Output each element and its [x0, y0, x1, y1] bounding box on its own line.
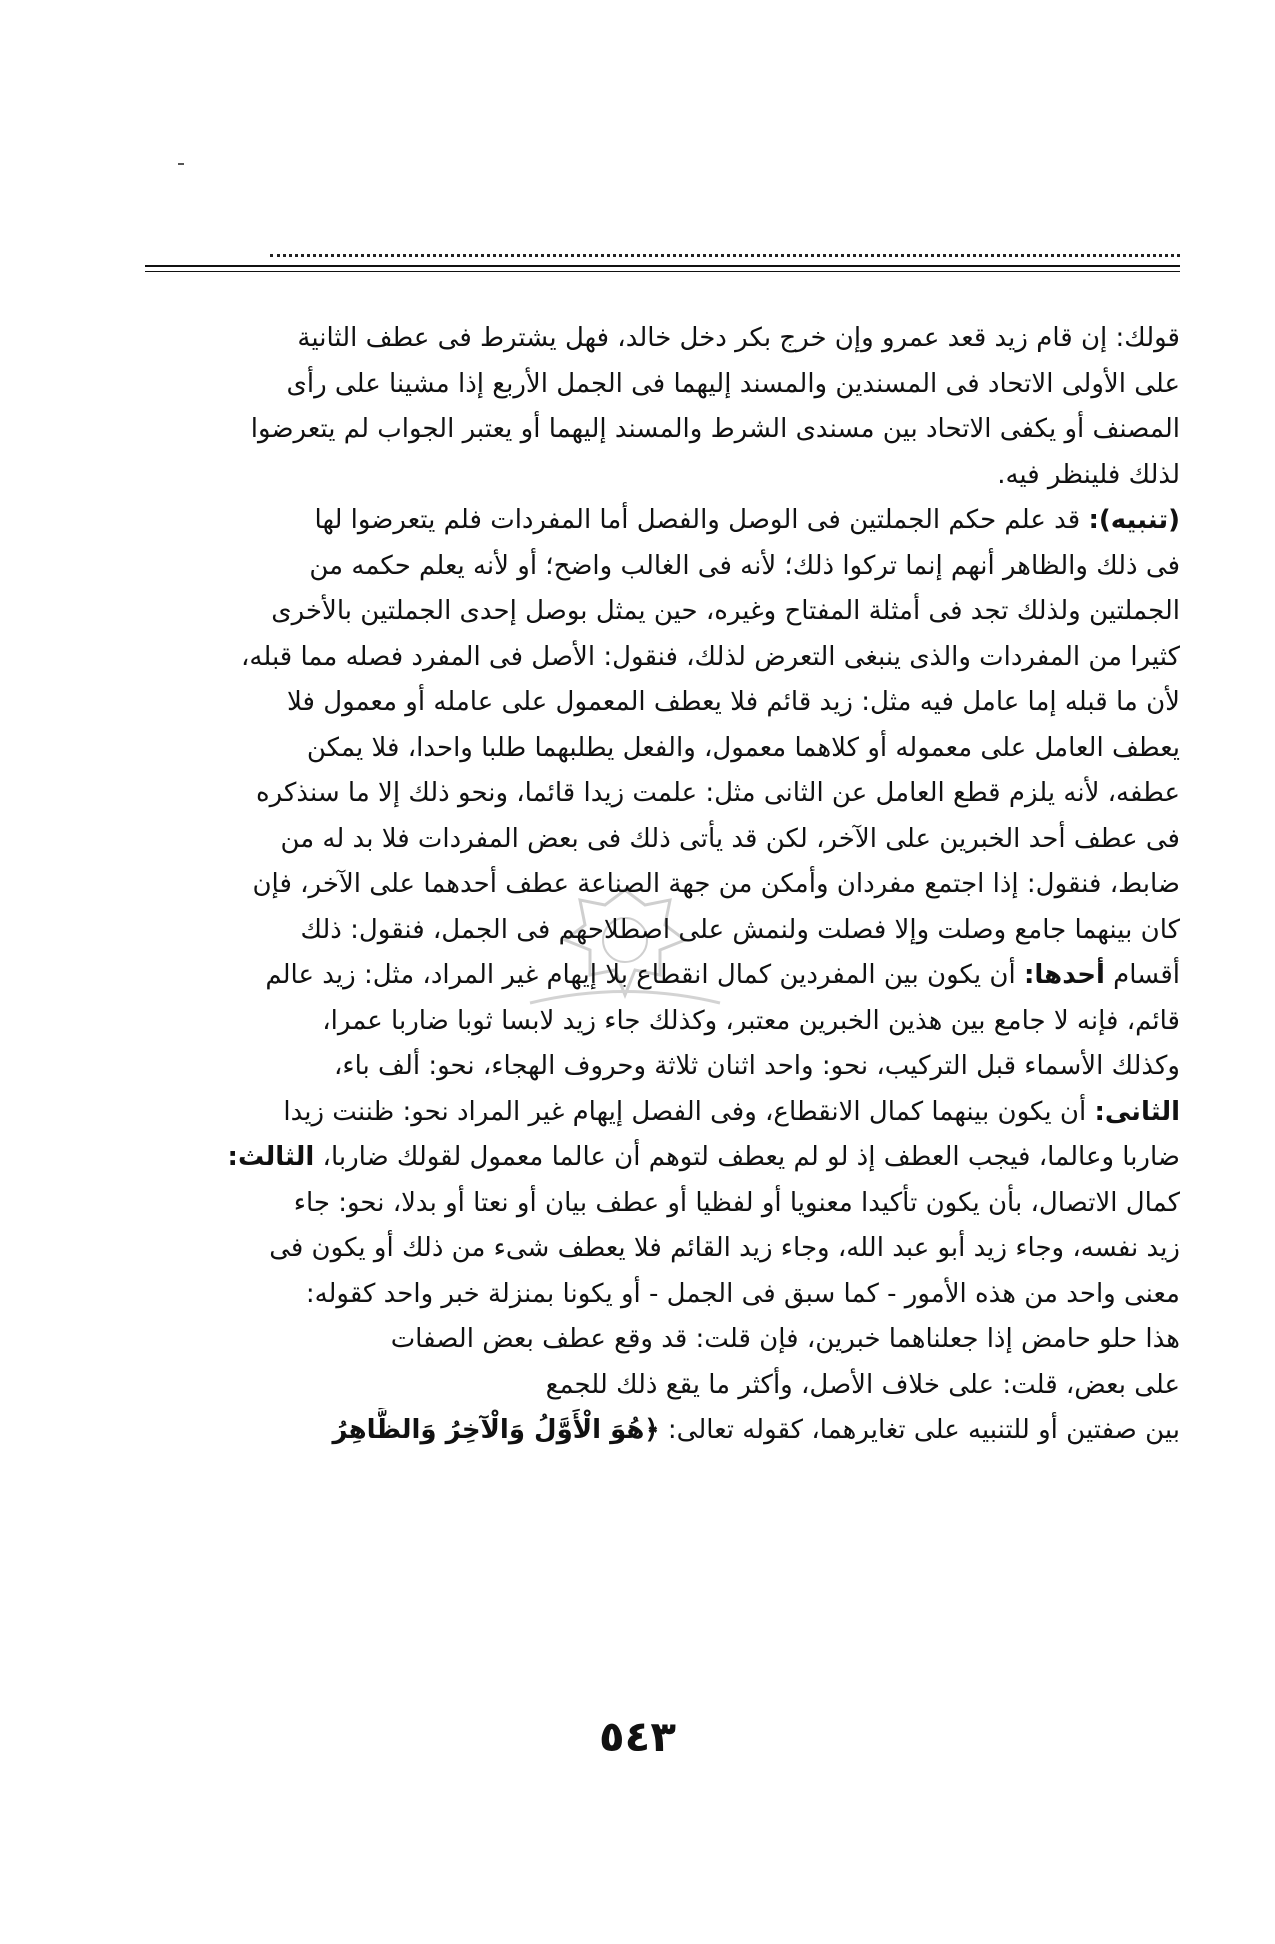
- text-segment: أن يكون بين المفردين كمال انقطاع بلا إيهام غير المراد، مثل: زيد عالم: [265, 960, 1016, 990]
- text-line: يعطف العامل على معموله أو كلاهما معمول، والفعل يطلبهما طلبا واحدا، فلا يمكن: [306, 732, 1180, 763]
- text-line: معنى واحد من هذه الأمور - كما سبق فى الجمل - أو يكونا بمنزلة خبر واحد كقوله:: [305, 1278, 1180, 1309]
- text-line: [140, 1135, 1180, 1181]
- text-line: قائم، فإنه لا جامع بين هذين الخبرين معتبر، وكذلك جاء زيد لابسا ثوبا ضاربا عمرا،: [322, 1005, 1180, 1036]
- text-line: كان بينهما جامع وصلت وإلا فصلت ولنمش على اصطلاحهم فى الجمل، فنقول: ذلك: [300, 914, 1180, 945]
- body-text: [140, 316, 1180, 1454]
- text-line: لذلك فلينظر فيه.: [997, 459, 1180, 490]
- text-line: فى عطف أحد الخبرين على الآخر، لكن قد يأتى ذلك فى بعض المفردات فلا بد له من: [280, 823, 1180, 854]
- text-line: المصنف أو يكفى الاتحاد بين مسندى الشرط والمسند إليهما أو يعتبر الجواب لم يتعرضوا: [250, 414, 1180, 444]
- text-segment: ضاربا وعالما، فيجب العطف إذ لو لم يعطف لتوهم أن عالما معمول لقولك ضاربا،: [322, 1142, 1180, 1172]
- text-line: وكذلك الأسماء قبل التركيب، نحو: واحد اثنان ثلاثة وحروف الهجاء، نحو: ألف باء،: [334, 1051, 1180, 1081]
- corner-mark: [178, 163, 184, 165]
- text-line: الجملتين ولذلك تجد فى أمثلة المفتاح وغيره، حين يمثل بوصل إحدى الجملتين بالأخرى: [271, 596, 1180, 626]
- page-number: ٥٤٣: [599, 1712, 676, 1761]
- text-line: [140, 1408, 1180, 1454]
- text-line: فى ذلك والظاهر أنهم إنما تركوا ذلك؛ لأنه فى الغالب واضح؛ أو لأنه يعلم حكمه من: [309, 550, 1180, 581]
- header-thick-line: [145, 265, 1180, 267]
- text-segment: أقسام: [1113, 960, 1180, 990]
- text-line: على بعض، قلت: على خلاف الأصل، وأكثر ما يقع ذلك للجمع: [545, 1369, 1180, 1400]
- quran-verse: ﴿هُوَ الْأَوَّلُ وَالْآخِرُ وَالظَّاهِرُ: [332, 1415, 660, 1445]
- text-line: ضابط، فنقول: إذا اجتمع مفردان وأمكن من جهة الصناعة عطف أحدهما على الآخر، فإن: [252, 869, 1180, 899]
- thalith-label: الثالث:: [227, 1142, 315, 1172]
- text-line: كمال الاتصال، بأن يكون تأكيدا معنويا أو لفظيا أو عطف بيان أو نعتا أو بدلا، نحو: جاء: [293, 1187, 1180, 1218]
- header-dotted-line: [270, 254, 1180, 257]
- text-line: عطفه، لأنه يلزم قطع العامل عن الثانى مثل: علمت زيدا قائما، ونحو ذلك إلا ما سنذكره: [256, 778, 1180, 808]
- text-segment: أن يكون بينهما كمال الانقطاع، وفى الفصل إيهام غير المراد نحو: ظننت زيدا: [283, 1096, 1087, 1127]
- ahaduha-label: أحدها:: [1024, 960, 1105, 990]
- text-line: زيد نفسه، وجاء زيد أبو عبد الله، وجاء زيد القائم فلا يعطف شىء من ذلك أو يكون فى: [269, 1233, 1180, 1263]
- text-line: [140, 498, 1180, 544]
- thani-label: الثانى:: [1094, 1096, 1180, 1127]
- text-segment: قد علم حكم الجملتين فى الوصل والفصل أما المفردات فلم يتعرضوا لها: [314, 505, 1081, 535]
- text-segment: بين صفتين أو للتنبيه على تغايرهما، كقوله تعالى:: [667, 1415, 1180, 1445]
- text-line: لأن ما قبله إما عامل فيه مثل: زيد قائم فلا يعطف المعمول على عامله أو معمول فلا: [286, 687, 1180, 717]
- header-thin-line: [145, 271, 1180, 272]
- text-line: قولك: إن قام زيد قعد عمرو وإن خرج بكر دخل خالد، فهل يشترط فى عطف الثانية: [297, 323, 1180, 353]
- text-line: على الأولى الاتحاد فى المسندين والمسند إليهما فى الجمل الأربع إذا مشينا على رأى: [286, 368, 1180, 399]
- text-line: كثيرا من المفردات والذى ينبغى التعرض لذلك، فنقول: الأصل فى المفرد فصله مما قبله،: [241, 641, 1180, 672]
- text-line: [140, 953, 1180, 999]
- text-line: هذا حلو حامض إذا جعلناهما خبرين، فإن قلت: قد وقع عطف بعض الصفات: [390, 1324, 1180, 1354]
- text-line: [140, 1090, 1180, 1136]
- tanbih-label: (تنبيه):: [1088, 505, 1180, 535]
- header-rule: [145, 250, 1180, 280]
